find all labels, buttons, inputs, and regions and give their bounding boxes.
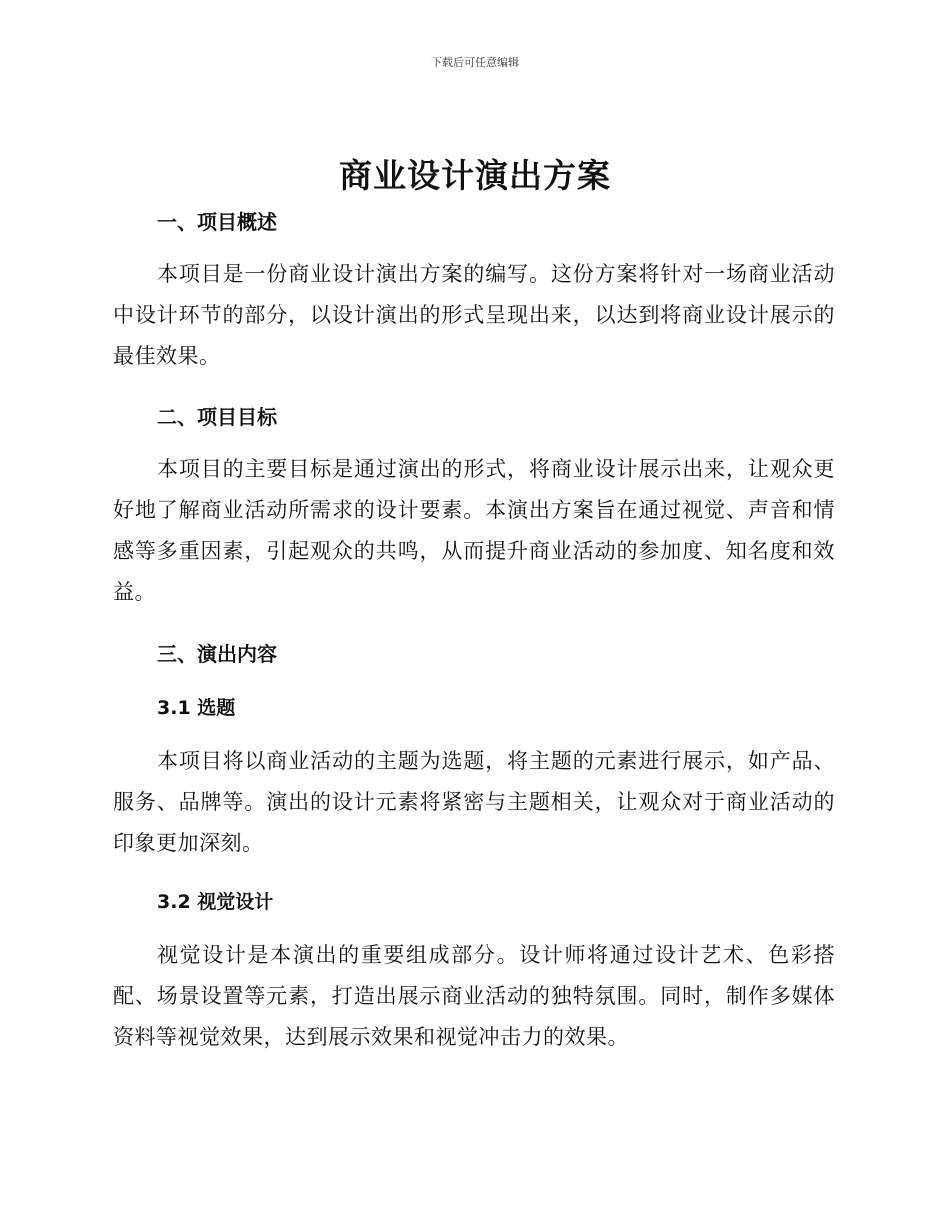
section-heading-goals: 二、项目目标 — [157, 405, 277, 429]
section-paragraph-overview: 本项目是一份商业设计演出方案的编写。这份方案将针对一场商业活动中设计环节的部分，以设计演出的形式呈现出来，以达到将商业设计展示的最佳效果。 — [113, 262, 835, 368]
subsection-heading-visual-design: 3.2 视觉设计 — [157, 891, 274, 913]
subsection-paragraph-visual-design: 视觉设计是本演出的重要组成部分。设计师将通过设计艺术、色彩搭配、场景设置等元素，打造出展示商业活动的独特氛围。同时，制作多媒体资料等视觉效果，达到展示效果和视觉冲击力的效果。 — [113, 943, 835, 1049]
section-heading-content: 三、演出内容 — [157, 642, 277, 666]
subsection-heading-topic: 3.1 选题 — [157, 697, 236, 719]
header-note: 下载后可任意编辑 — [431, 56, 519, 69]
subsection-paragraph-topic: 本项目将以商业活动的主题为选题，将主题的元素进行展示，如产品、服务、品牌等。演出的设计元素将紧密与主题相关，让观众对于商业活动的印象更加深刻。 — [113, 749, 835, 855]
document-title: 商业设计演出方案 — [339, 156, 611, 195]
section-heading-overview: 一、项目概述 — [157, 210, 277, 234]
section-paragraph-goals: 本项目的主要目标是通过演出的形式，将商业设计展示出来，让观众更好地了解商业活动所需求的设计要素。本演出方案旨在通过视觉、声音和情感等多重因素，引起观众的共鸣，从而提升商业活动的参加度、知名度和效益。 — [113, 457, 835, 604]
